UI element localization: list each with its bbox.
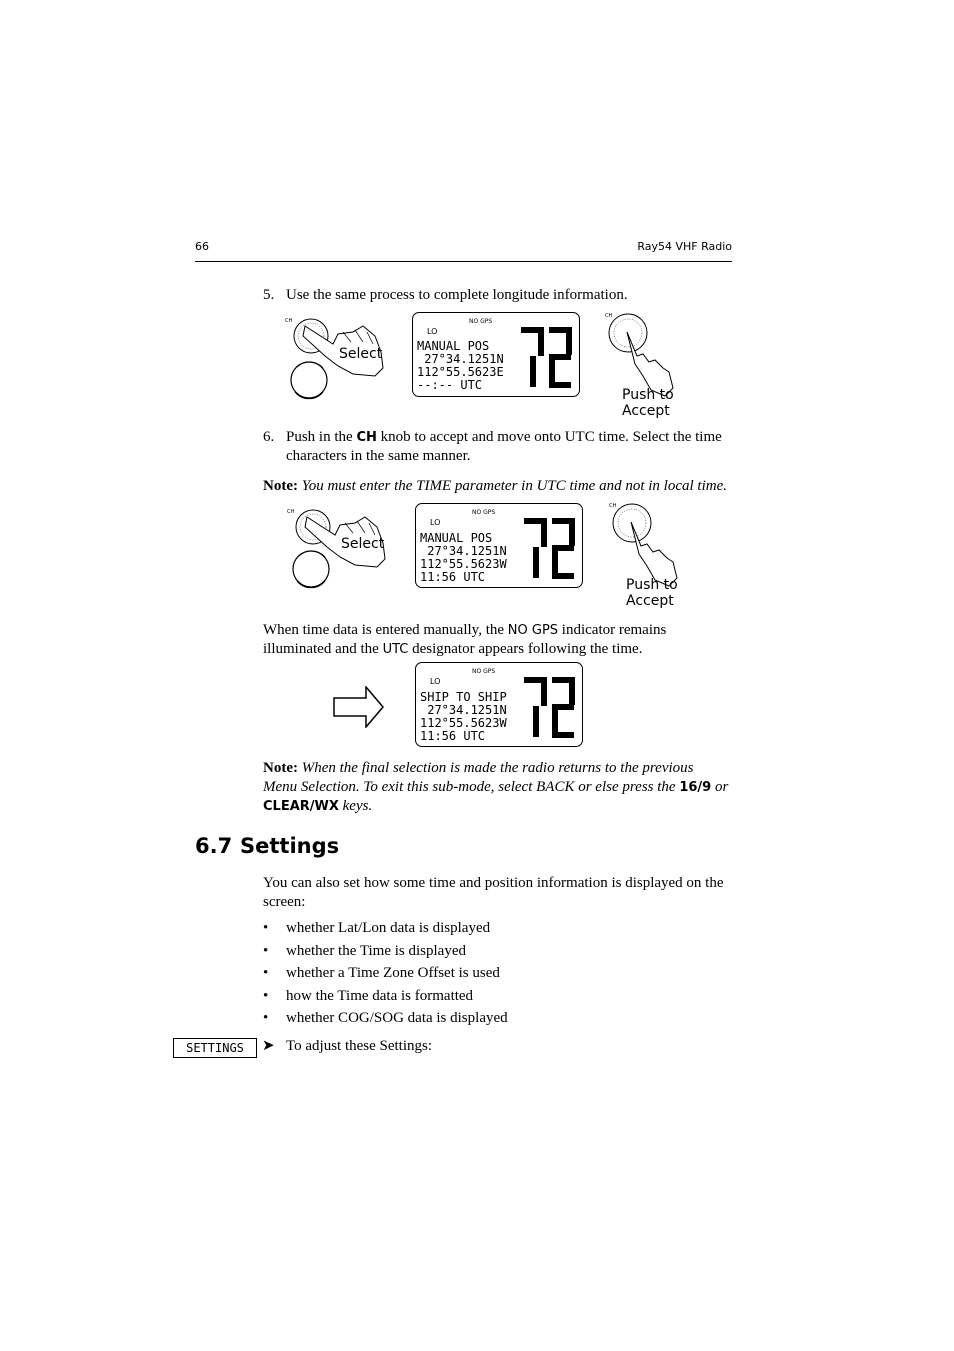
lcd3-line-1: SHIP TO SHIP	[420, 690, 507, 704]
bullet-item: whether the Time is displayed	[286, 943, 466, 959]
push-knob-illustration-2	[607, 500, 722, 609]
utc-term: UTC	[382, 642, 409, 657]
bullet-dot: •	[263, 965, 269, 981]
para-text-d: illuminated and the	[263, 641, 383, 657]
step-5-text: Use the same process to complete longitude information.	[286, 287, 628, 303]
para-line-2	[263, 640, 642, 659]
channel-72-segments-3	[522, 677, 578, 739]
arrow-bullet-icon: ➤	[262, 1038, 275, 1054]
para-line-1	[263, 621, 666, 640]
lo-power-indicator: LO	[427, 327, 438, 336]
para-text-a: When time data is entered manually, the	[263, 622, 508, 638]
para-text-c: indicator remains	[558, 622, 667, 638]
no-gps-term: NO GPS	[507, 623, 559, 638]
svg-text:CH: CH	[605, 313, 613, 319]
step-6-post: knob to accept and move onto UTC time. Select the time	[376, 429, 722, 445]
lcd-display-ship-to-ship	[415, 662, 583, 747]
lcd2-line-4: 11:56 UTC	[420, 570, 486, 584]
no-gps-indicator-2: NO GPS	[472, 509, 496, 516]
lcd2-line-3: 112°55.5623W	[420, 557, 507, 571]
lcd-display-manual-pos-w	[415, 503, 583, 588]
note-1-text: You must enter the TIME parameter in UTC time and not in local time.	[301, 478, 727, 494]
note-2-line-3	[263, 797, 372, 816]
note-2-text-4: keys.	[338, 798, 373, 814]
svg-text:CH: CH	[287, 509, 295, 515]
bullet-dot: •	[263, 920, 269, 936]
select-label-2: Select	[341, 536, 385, 552]
bullet-item: whether COG/SOG data is displayed	[286, 1010, 508, 1026]
intro-line-1: You can also set how some time and position information is displayed on the	[263, 875, 724, 891]
no-gps-indicator-3: NO GPS	[472, 668, 496, 675]
lcd3-line-3: 112°55.5623W	[420, 716, 507, 730]
lo-power-indicator-2: LO	[430, 518, 441, 527]
lcd-line-1: MANUAL POS	[417, 339, 490, 353]
svg-text:CH: CH	[285, 318, 293, 324]
lcd2-line-2: 27°34.1251N	[420, 544, 507, 558]
section-title: Settings	[240, 834, 340, 858]
lcd-line-3: 112°55.5623E	[417, 365, 504, 379]
push-knob-illustration	[603, 310, 718, 419]
para-text-f: designator appears following the time.	[408, 641, 643, 657]
step-5-number: 5.	[263, 287, 275, 303]
push-to-accept-label: Push to Accept	[622, 387, 674, 419]
select-knob-illustration	[283, 312, 393, 404]
step-6-line-2: characters in the same manner.	[286, 448, 471, 464]
lo-power-indicator-3: LO	[430, 677, 441, 686]
lcd-display-manual-pos-e	[412, 312, 580, 397]
header-rule	[195, 261, 732, 262]
lcd3-line-4: 11:56 UTC	[420, 729, 486, 743]
note-2-text-2: Menu Selection. To exit this sub-mode, select BACK or else press the	[263, 779, 680, 795]
bullet-dot: •	[263, 943, 269, 959]
ch-key: CH	[356, 430, 377, 445]
key-16-9: 16/9	[679, 780, 712, 795]
note-2-label: Note:	[263, 760, 298, 776]
lcd-line-2: 27°34.1251N	[417, 352, 504, 366]
bullet-dot: •	[263, 988, 269, 1004]
running-title: Ray54 VHF Radio	[637, 240, 732, 253]
lcd2-line-1: MANUAL POS	[420, 531, 493, 545]
bullet-dot: •	[263, 1010, 269, 1026]
note-2-line-2	[263, 778, 728, 797]
bullet-item: how the Time data is formatted	[286, 988, 474, 1004]
intro-line-2: screen:	[263, 894, 306, 910]
lcd3-line-2: 27°34.1251N	[420, 703, 507, 717]
step-6-number: 6.	[263, 429, 275, 445]
bullet-item: whether a Time Zone Offset is used	[286, 965, 500, 981]
note-2-line-1	[263, 759, 693, 778]
push-to-accept-label-2: Push to Accept	[626, 577, 678, 609]
select-knob-illustration-2	[285, 503, 395, 595]
svg-text:CH: CH	[609, 503, 617, 509]
step-6-text	[286, 428, 722, 447]
note-1-label: Note:	[263, 478, 298, 494]
lcd-line-4: --:-- UTC	[417, 378, 483, 392]
no-gps-indicator: NO GPS	[469, 318, 493, 325]
step-6-pre: Push in the	[286, 429, 357, 445]
right-arrow-icon	[333, 686, 385, 728]
note-2-text-1: When the final selection is made the radio returns to the previous	[301, 760, 694, 776]
channel-72-segments-2	[522, 518, 578, 580]
settings-menu-tag: SETTINGS	[173, 1038, 257, 1058]
key-clear-wx: CLEAR/WX	[263, 799, 339, 814]
note-1	[263, 477, 727, 496]
bullet-item: whether Lat/Lon data is displayed	[286, 920, 491, 936]
action-text: To adjust these Settings:	[286, 1038, 433, 1054]
channel-72-segments	[519, 327, 575, 389]
section-number: 6.7	[195, 834, 233, 858]
select-label: Select	[339, 346, 383, 362]
page-number: 66	[195, 240, 209, 253]
note-2-text-3: or	[711, 779, 729, 795]
